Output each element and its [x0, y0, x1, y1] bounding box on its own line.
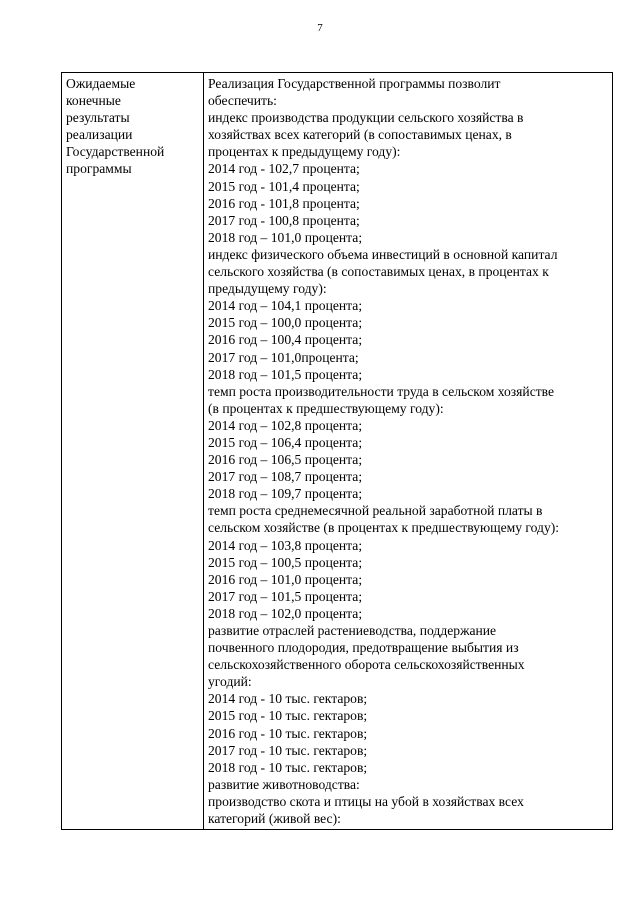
- content-line: 2016 год – 101,0 процента;: [208, 571, 363, 587]
- content-line: 2018 год – 101,5 процента;: [208, 366, 363, 382]
- row-content-cell: [204, 73, 613, 830]
- content-line: почвенного плодородия, предотвращение выбытия из: [208, 640, 519, 656]
- content-line: индекс физического объема инвестиций в основной капитал: [208, 246, 558, 262]
- content-line: 2017 год – 108,7 процента;: [208, 469, 363, 485]
- content-line: производство скота и птицы на убой в хозяйствах всех: [208, 793, 524, 809]
- content-line: 2015 год - 101,4 процента;: [208, 178, 360, 194]
- content-line: темп роста среднемесячной реальной заработной платы в: [208, 503, 543, 519]
- content-line: сельского хозяйства (в сопоставимых ценах, в процентах к: [208, 264, 549, 280]
- content-line: Реализация Государственной программы позволит: [208, 76, 501, 91]
- content-line: 2017 год – 101,5 процента;: [208, 588, 363, 604]
- content-line: 2016 год – 106,5 процента;: [208, 452, 363, 468]
- row-label-text: Ожидаемые конечные результаты реализации Государственной программы: [66, 76, 165, 177]
- content-line: хозяйствах всех категорий (в сопоставимых ценах, в: [208, 127, 512, 143]
- page-number: 7: [317, 22, 323, 34]
- content-line: сельскохозяйственного оборота сельскохозяйственных: [208, 657, 525, 673]
- content-line: 2014 год - 102,7 процента;: [208, 161, 360, 177]
- content-line: 2017 год – 101,0процента;: [208, 349, 359, 365]
- content-line: 2018 год – 109,7 процента;: [208, 486, 363, 502]
- content-line: угодий:: [208, 674, 252, 690]
- content-line: (в процентах к предшествующему году):: [208, 400, 444, 416]
- content-line: темп роста производительности труда в сельском хозяйстве: [208, 383, 555, 399]
- content-line: 2015 год – 100,0 процента;: [208, 315, 363, 331]
- content-line: обеспечить:: [208, 93, 277, 109]
- content-line: 2014 год - 10 тыс. гектаров;: [208, 691, 368, 707]
- program-table: [61, 72, 613, 830]
- content-line: 2017 год - 10 тыс. гектаров;: [208, 742, 368, 758]
- content-line: 2018 год - 10 тыс. гектаров;: [208, 759, 368, 775]
- content-line: 2018 год – 102,0 процента;: [208, 605, 363, 621]
- content-line: сельском хозяйстве (в процентах к предшествующему году):: [208, 520, 560, 536]
- content-line: 2018 год – 101,0 процента;: [208, 229, 363, 245]
- content-line: 2016 год - 10 тыс. гектаров;: [208, 725, 368, 741]
- row-label-cell: [62, 73, 204, 830]
- content-line: категорий (живой вес):: [208, 811, 341, 827]
- content-line: 2016 год – 100,4 процента;: [208, 332, 363, 348]
- content-line: 2015 год – 106,4 процента;: [208, 434, 363, 450]
- content-line: 2016 год - 101,8 процента;: [208, 195, 360, 211]
- content-line: развитие животноводства:: [208, 776, 360, 792]
- content-line: предыдущему году):: [208, 281, 327, 297]
- content-line: индекс производства продукции сельского хозяйства в: [208, 110, 524, 126]
- content-line: 2017 год - 100,8 процента;: [208, 212, 360, 228]
- table-row: [62, 73, 613, 830]
- content-line: 2014 год – 103,8 процента;: [208, 537, 363, 553]
- content-line: 2015 год - 10 тыс. гектаров;: [208, 708, 368, 724]
- content-line: 2014 год – 104,1 процента;: [208, 298, 363, 314]
- content-line: 2014 год – 102,8 процента;: [208, 417, 363, 433]
- content-lines: [208, 75, 609, 827]
- content-line: процентах к предыдущему году):: [208, 144, 401, 160]
- content-line: развитие отраслей растениеводства, поддержание: [208, 623, 497, 638]
- content-line: 2015 год – 100,5 процента;: [208, 554, 363, 570]
